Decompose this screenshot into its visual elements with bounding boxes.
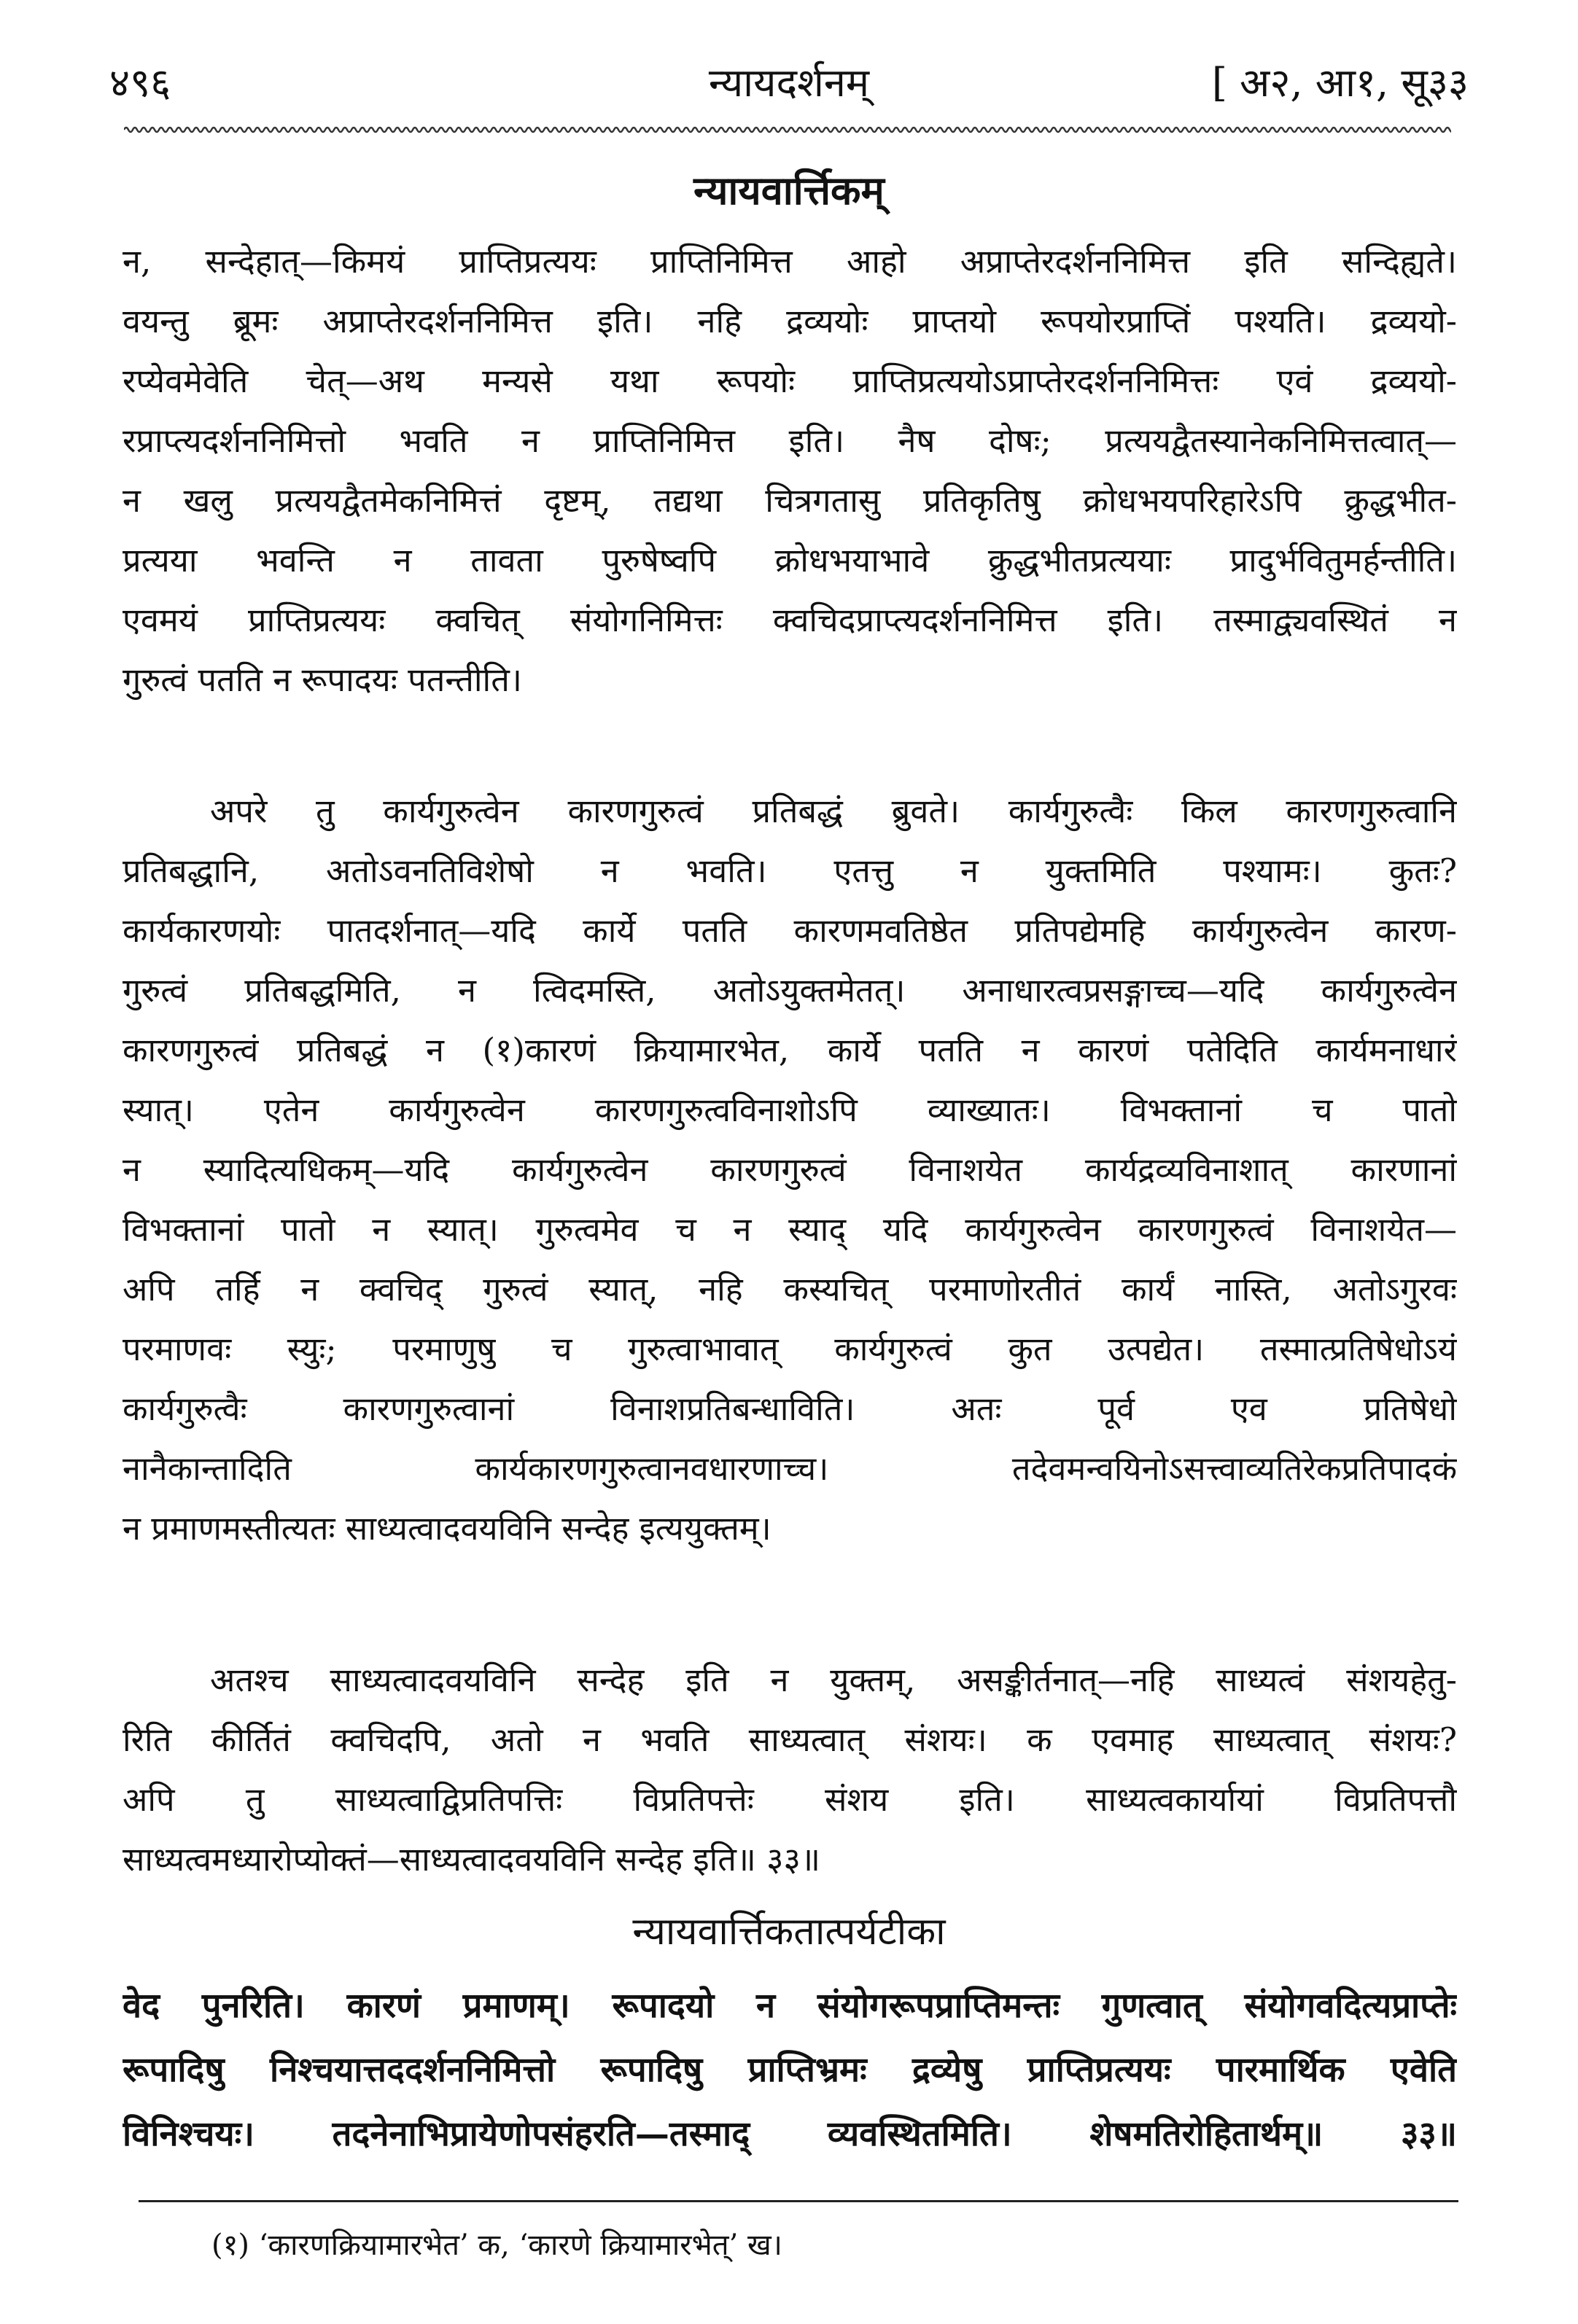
text-line: विभक्तानां पातो न स्यात्। गुरुत्वमेव च न स्याद् यदि कार्यगुरुत्वेन कारणगुरुत्वं विनाशयेत— (123, 1210, 1457, 1249)
text-line: वयन्तु ब्रूमः अप्राप्तेरदर्शननिमित्त इति। नहि द्रव्ययोः प्राप्तयो रूपयोरप्राप्तिं पश्यति। द्रव्ययो- (123, 302, 1457, 340)
text-line: गुरुत्वं पतति न रूपादयः पतन्तीति। (123, 660, 522, 699)
text-line: साध्यत्वमध्यारोप्योक्तं—साध्यत्वादवयविनि सन्देह इति॥ ३३॥ (123, 1840, 820, 1879)
text-line: कार्यकारणयोः पातदर्शनात्—यदि कार्ये पतति कारणमवतिष्ठेत प्रतिपद्येमहि कार्यगुरुत्वेन कारण- (123, 911, 1457, 950)
page-header (109, 54, 1469, 112)
footnote: (१) ‘कारणक्रियामारभेत’ क, ‘कारणे क्रियामारभेत्’ ख। (211, 2229, 782, 2262)
vartika-paragraph-3 (123, 1650, 1457, 1890)
text-line: प्रतिबद्धानि, अतोऽवनतिविशेषो न भवति। एतत्तु न युक्तमिति पश्यामः। कुतः? (123, 851, 1457, 890)
running-title: न्यायदर्शनम् (708, 60, 870, 106)
text-line: कार्यगुरुत्वैः कारणगुरुत्वानां विनाशप्रतिबन्धाविति। अतः पूर्व एव प्रतिषेधो (123, 1389, 1457, 1428)
text-line: प्रत्यया भवन्ति न तावता पुरुषेष्वपि क्रोधभयाभावे क्रुद्धभीतप्रत्ययाः प्रादुर्भवितुमर्हन्तीति। (123, 541, 1457, 580)
text-line: न खलु प्रत्ययद्वैतमेकनिमित्तं दृष्टम्, तद्यथा चित्रगतासु प्रतिकृतिषु क्रोधभयपरिहारेऽपि क्रुद्धभीत- (123, 481, 1457, 520)
footnote-rule (139, 2200, 1458, 2202)
text-line: अपरे तु कार्यगुरुत्वेन कारणगुरुत्वं प्रतिबद्धं ब्रुवते। कार्यगुरुत्वैः किल कारणगुरुत्वानि (210, 792, 1457, 830)
tika-paragraph (123, 1974, 1457, 2167)
text-line: गुरुत्वं प्रतिबद्धमिति, न त्विदमस्ति, अतोऽयुक्तमेतत्। अनाधारत्वप्रसङ्गाच्च—यदि कार्यगुरुत्वेन (123, 971, 1457, 1010)
text-line: विनिश्चयः। तदनेनाभिप्रायेणोपसंहरति—तस्माद् व्यवस्थितमिति। शेषमतिरोहितार्थम्॥ ३३॥ (123, 2114, 1457, 2154)
text-line: वेद पुनरिति। कारणं प्रमाणम्। रूपादयो न संयोगरूपप्राप्तिमन्तः गुणत्वात् संयोगवदित्यप्राप्तेः (123, 1986, 1457, 2026)
text-line: अतश्च साध्यत्वादवयविनि सन्देह इति न युक्तम्, असङ्कीर्तनात्—नहि साध्यत्वं संशयहेतु- (210, 1661, 1457, 1699)
text-line: न, सन्देहात्—किमयं प्राप्तिप्रत्ययः प्राप्तिनिमित्त आहो अप्राप्तेरदर्शननिमित्त इति सन्दिह्यते। (123, 242, 1457, 281)
text-line: न प्रमाणमस्तीत्यतः साध्यत्वादवयविनि सन्देह इत्ययुक्तम्। (123, 1509, 771, 1548)
text-line: अपि तु साध्यत्वाद्विप्रतिपत्तिः विप्रतिपत्तेः संशय इति। साध्यत्वकार्यायां विप्रतिपत्तौ (123, 1780, 1457, 1819)
text-line: नानैकान्तादिति कार्यकारणगुरुत्वानवधारणाच्च। तदेवमन्वयिनोऽसत्त्वाव्यतिरेकप्रतिपादकं (123, 1449, 1457, 1488)
text-line: एवमयं प्राप्तिप्रत्ययः क्वचित् संयोगनिमित्तः क्वचिदप्राप्त्यदर्शननिमित्त इति। तस्माद्व्यवस्थितं न (123, 601, 1457, 639)
section-reference: [ अ२, आ१, सू३३ (1211, 60, 1469, 106)
tika-heading: न्यायवार्त्तिकतात्पर्यटीका (632, 1910, 946, 1954)
text-line: रप्राप्त्यदर्शननिमित्तो भवति न प्राप्तिनिमित्त इति। नैष दोषः; प्रत्ययद्वैतस्यानेकनिमित्तत्वात्— (123, 421, 1457, 460)
vartika-heading: न्यायवार्त्तिकम् (693, 167, 885, 214)
text-line: रिति कीर्तितं क्वचिदपि, अतो न भवति साध्यत्वात् संशयः। क एवमाह साध्यत्वात् संशयः? (123, 1720, 1457, 1759)
page-number: ४९६ (109, 60, 171, 106)
text-line: अपि तर्हि न क्वचिद् गुरुत्वं स्यात्, नहि कस्यचित् परमाणोरतीतं कार्यं नास्ति, अतोऽगुरवः (123, 1270, 1457, 1309)
text-line: रप्येवमेवेति चेत्—अथ मन्यसे यथा रूपयोः प्राप्तिप्रत्ययोऽप्राप्तेरदर्शननिमित्तः एवं द्रव्ययो- (123, 362, 1457, 400)
text-line: रूपादिषु निश्चयात्तददर्शननिमित्तो रूपादिषु प्राप्तिभ्रमः द्रव्येषु प्राप्तिप्रत्ययः पारमार्थिक एवेति (123, 2050, 1457, 2090)
text-line: न स्यादित्यधिकम्—यदि कार्यगुरुत्वेन कारणगुरुत्वं विनाशयेत कार्यद्रव्यविनाशात् कारणानां (123, 1150, 1457, 1189)
vartika-paragraph-2 (123, 781, 1457, 1559)
vartika-paragraph-1 (123, 232, 1457, 710)
text-line: स्यात्। एतेन कार्यगुरुत्वेन कारणगुरुत्वविनाशोऽपि व्याख्यातः। विभक्तानां च पातो (123, 1091, 1457, 1129)
text-line: परमाणवः स्युः; परमाणुषु च गुरुत्वाभावात् कार्यगुरुत्वं कुत उत्पद्येत। तस्मात्प्रतिषेधोऽयं (123, 1330, 1457, 1368)
text-line: कारणगुरुत्वं प्रतिबद्धं न (१)कारणं क्रियामारभेत, कार्ये पतति न कारणं पतेदिति कार्यमनाधारं (123, 1031, 1457, 1069)
wavy-header-rule (124, 122, 1451, 137)
